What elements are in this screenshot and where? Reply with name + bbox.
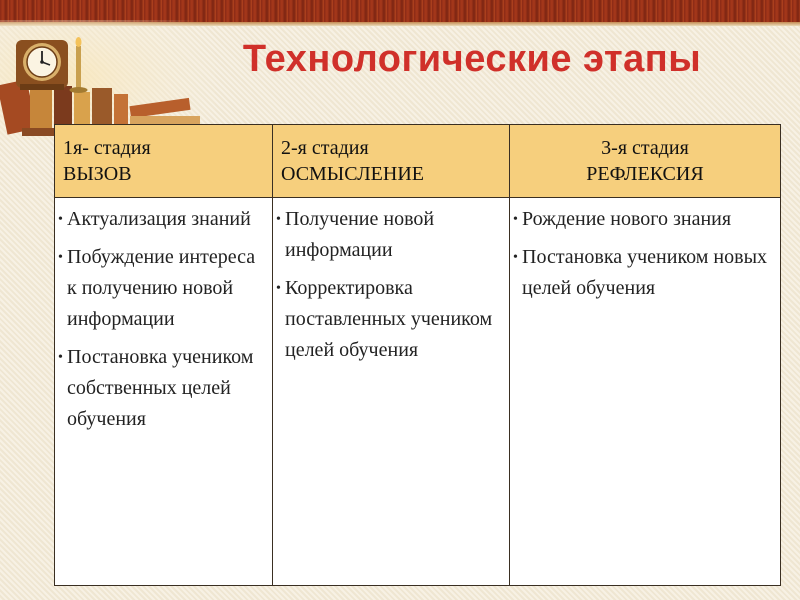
header-stage-2 xyxy=(273,125,510,198)
header-stage-2-name: ОСМЫСЛЕНИЕ xyxy=(281,163,424,185)
list-item: • Рождение нового знания xyxy=(514,204,774,235)
stage-3-cell xyxy=(510,198,781,586)
list-item: • Постановка учеником собственных целей обучения xyxy=(59,342,266,435)
clock-books-illustration xyxy=(0,20,215,140)
table-header-row xyxy=(55,125,781,198)
stage-2-cell xyxy=(273,198,510,586)
header-stage-1-name: ВЫЗОВ xyxy=(63,163,132,185)
list-item: • Получение новой информации xyxy=(277,204,503,266)
clock-icon xyxy=(16,40,68,90)
table-body-row xyxy=(55,198,781,586)
header-stage-2-number: 2-я стадия xyxy=(281,137,369,159)
stage-3-list xyxy=(514,204,774,304)
list-item: • Побуждение интереса к получению новой информации xyxy=(59,242,266,335)
header-stage-1 xyxy=(55,125,273,198)
stage-1-list xyxy=(59,204,266,435)
top-decor-bar xyxy=(0,0,800,22)
list-item: • Актуализация знаний xyxy=(59,204,266,235)
stage-1-cell xyxy=(55,198,273,586)
header-stage-3-name: РЕФЛЕКСИЯ xyxy=(586,163,704,185)
stage-2-list xyxy=(277,204,503,366)
list-item: • Корректировка поставленных учеником целей обучения xyxy=(277,273,503,366)
list-item: • Постановка учеником новых целей обучения xyxy=(514,242,774,304)
stages-table xyxy=(54,124,781,586)
header-stage-1-number: 1я- стадия xyxy=(63,137,151,159)
header-stage-3-number: 3-я стадия xyxy=(601,137,689,159)
slide-title: Технологические этапы xyxy=(242,38,702,80)
header-stage-3 xyxy=(510,125,781,198)
